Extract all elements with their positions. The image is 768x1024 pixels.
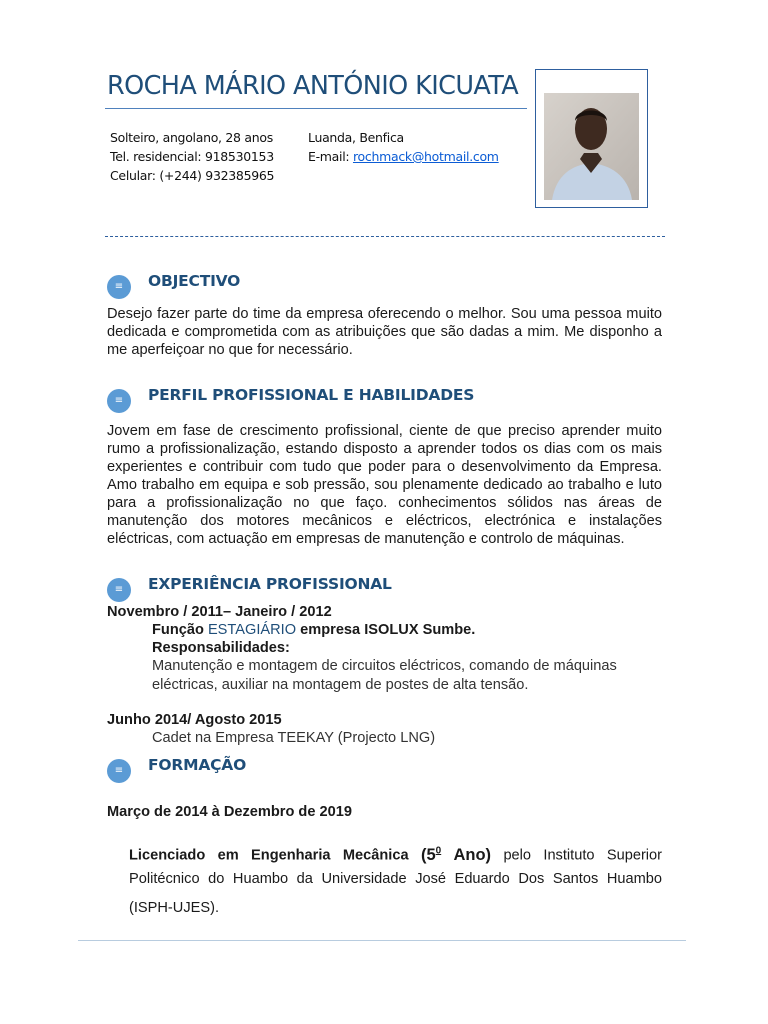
text-line: (ISPH-UJES). (129, 900, 219, 916)
job1-period: Novembro / 2011– Janeiro / 2012 (107, 604, 332, 620)
document-list-icon: ≡ (107, 578, 131, 602)
footer-divider (78, 940, 686, 941)
home-phone: Tel. residencial: 918530153 (110, 149, 274, 164)
candidate-name: ROCHA MÁRIO ANTÓNIO KICUATA (107, 71, 519, 101)
section-title-objectivo: OBJECTIVO (148, 272, 241, 290)
contact-info (308, 128, 499, 166)
role-company: empresa ISOLUX Sumbe. (296, 622, 476, 638)
job2-description: Cadet na Empresa TEEKAY (Projecto LNG) (152, 730, 436, 746)
name-underline (105, 108, 527, 109)
text-line: rumo a profissionalização, estando disposto a aprender todos os dias com os mais (107, 441, 662, 457)
header-divider (105, 236, 665, 237)
text-line: Amo trabalho em equipa e sob pressão, sou plenamente dedicado ao trabalho e luto (107, 477, 662, 493)
year (421, 846, 491, 864)
education-text (129, 836, 662, 923)
text-line: experientes e contribuir com tudo que poder para o desenvolvimento da Empresa. (107, 459, 662, 475)
role-title: ESTAGIÁRIO (207, 622, 297, 638)
section-title-experiencia: EXPERIÊNCIA PROFISSIONAL (148, 575, 392, 593)
marital-info: Solteiro, angolano, 28 anos (110, 130, 273, 145)
text-line: Desejo fazer parte do time da empresa oferecendo o melhor. Sou uma pessoa muito (107, 306, 662, 322)
responsibility-line: Manutenção e montagem de circuitos eléctricos, comando de máquinas (152, 658, 617, 674)
job2-period: Junho 2014/ Agosto 2015 (107, 712, 282, 728)
profile-photo (544, 93, 639, 200)
location: Luanda, Benfica (308, 130, 404, 145)
text-line: dedicada e comprometida com as atribuições que são dadas a mim. Me disponho a (107, 324, 662, 340)
text-line: Jovem em fase de crescimento profissional, ciente de que preciso aprender muito (107, 423, 662, 439)
text-line: para a profissionalização no que faço. conhecimentos sólidos nas áreas de (107, 495, 662, 511)
personal-info (110, 128, 274, 185)
responsibility-line: eléctricas, auxiliar na montagem de postes de alta tensão. (152, 677, 529, 693)
institution-part1: pelo Instituto Superior (503, 847, 663, 864)
perfil-text (107, 422, 662, 548)
document-list-icon: ≡ (107, 389, 131, 413)
email-link[interactable]: rochmack@hotmail.com (352, 149, 499, 164)
degree: Licenciado em Engenharia Mecânica (129, 847, 409, 864)
document-list-icon: ≡ (107, 759, 131, 783)
responsibilities-label: Responsabilidades: (152, 640, 290, 656)
section-title-formacao: FORMAÇÃO (148, 756, 247, 774)
objectivo-text (107, 305, 662, 359)
year-close: Ano) (441, 845, 492, 864)
text-line: manutenção dos motores mecânicos e eléctricos, electrónica e instalações (107, 513, 662, 529)
mobile-phone: Celular: (+244) 932385965 (110, 168, 275, 183)
email-row (308, 147, 499, 166)
document-list-icon: ≡ (107, 275, 131, 299)
year-open: (5 (420, 845, 436, 864)
text-line: Politécnico do Huambo da Universidade José Eduardo Dos Santos Huambo (129, 871, 662, 887)
text-line: eléctricas, com actuação em empresas de manutenção e controlo de máquinas. (107, 531, 625, 547)
education-period: Março de 2014 à Dezembro de 2019 (107, 804, 352, 820)
year-superscript: 0 (435, 845, 442, 856)
text-line (129, 836, 662, 865)
text-line: me aperfeiçoar no que for necessário. (107, 342, 353, 358)
job1-role (152, 621, 475, 639)
email-label: E-mail: (308, 149, 353, 164)
role-label: Função (152, 622, 208, 638)
section-title-perfil: PERFIL PROFISSIONAL E HABILIDADES (148, 386, 475, 404)
